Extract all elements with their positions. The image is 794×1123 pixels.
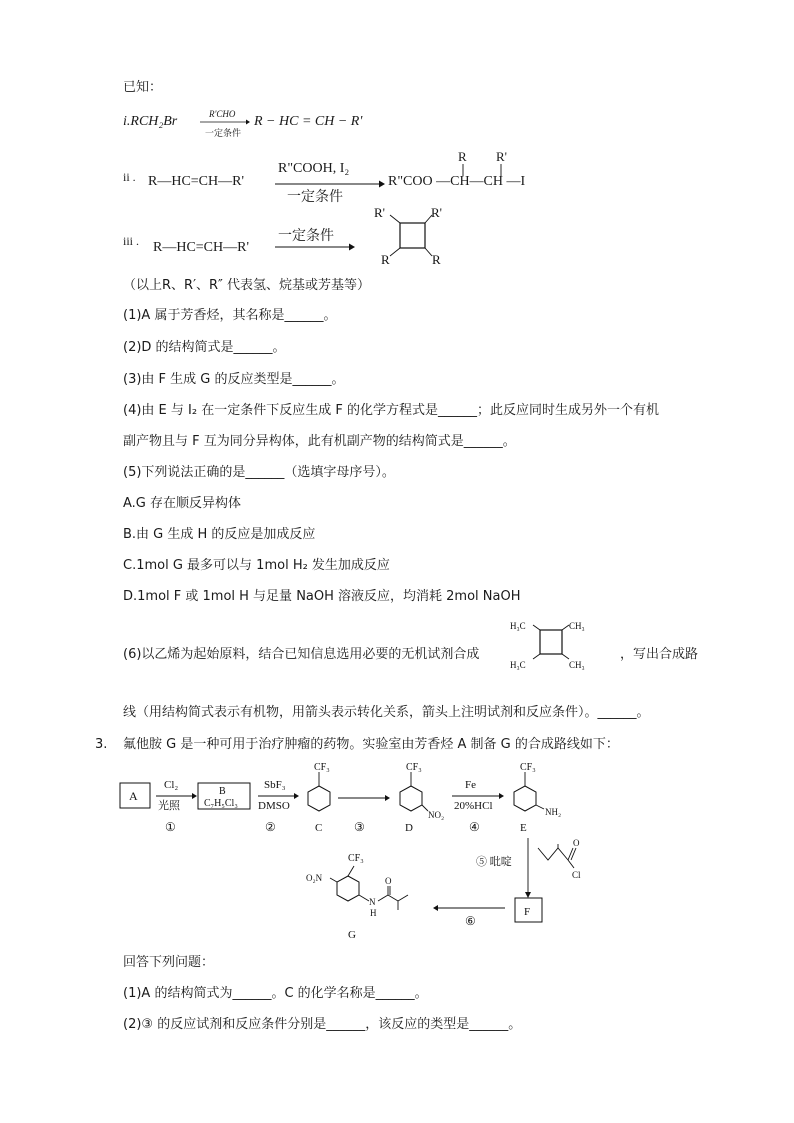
- q1: (1)A 属于芳香烃，其名称是______。: [123, 308, 337, 323]
- compound-a: A: [129, 789, 138, 803]
- svg-text:③: ③: [354, 820, 365, 834]
- sub-tl: R': [374, 205, 386, 220]
- q6a: (6)以乙烯为起始原料，结合已知信息选用必要的无机试剂合成: [123, 647, 480, 662]
- q2: (2)D 的结构简式是______。: [123, 340, 286, 355]
- rx-ii-reagent: R"COOH, I₂: [278, 161, 350, 176]
- svg-text:H: H: [370, 908, 377, 918]
- compound-g: G: [348, 929, 356, 941]
- tetramethylcyclobutane: [507, 615, 597, 675]
- rx-ii-index: ii .: [123, 170, 136, 184]
- sub-br: R: [432, 252, 441, 267]
- svg-text:O₂N: O₂N: [306, 873, 323, 883]
- svg-text:O: O: [385, 876, 392, 886]
- svg-text:20%HCl: 20%HCl: [454, 800, 493, 812]
- svg-text:光照: 光照: [158, 800, 180, 812]
- svg-text:①: ①: [165, 820, 176, 834]
- compound-f: F: [524, 906, 531, 918]
- svg-text:N: N: [369, 897, 376, 907]
- p3-q2: (2)③ 的反应试剂和反应条件分别是______，该反应的类型是______。: [123, 1017, 522, 1032]
- svg-text:②: ②: [265, 820, 276, 834]
- option-b: B.由 G 生成 H 的反应是加成反应: [123, 527, 316, 542]
- rx-iii-condition: 一定条件: [278, 228, 334, 244]
- q6a-tail: ，写出合成路: [620, 647, 699, 662]
- rx-i-reactant: i.RCH₂Br: [123, 114, 178, 129]
- synthesis-scheme: [118, 760, 598, 940]
- svg-text:CF₃: CF₃: [314, 762, 330, 773]
- compound-c: C: [315, 822, 323, 834]
- rx-iii-reactant: R—HC=CH—R': [153, 240, 249, 255]
- svg-text:CF₃: CF₃: [406, 762, 422, 773]
- rx-i-arrow: [200, 118, 250, 126]
- sub-bl: R: [381, 252, 390, 267]
- option-d: D.1mol F 或 1mol H 与足量 NaOH 溶液反应，均消耗 2mol NaOH: [123, 589, 521, 604]
- svg-text:CH₃: CH₃: [569, 621, 585, 631]
- svg-text:Fe: Fe: [465, 779, 476, 791]
- rx-ii-product: R"COO —CH—CH —I: [388, 174, 526, 189]
- rx-i-reagent: R'CHO: [209, 109, 236, 119]
- q6b: 线（用结构简式表示有机物，用箭头表示转化关系，箭头上注明试剂和反应条件）。______。: [123, 705, 650, 720]
- compound-e: E: [520, 822, 527, 834]
- svg-text:⑥: ⑥: [465, 914, 476, 928]
- option-c: C.1mol G 最多可以与 1mol H₂ 发生加成反应: [123, 558, 390, 573]
- svg-text:Cl₂: Cl₂: [164, 779, 179, 791]
- sub-tr: R': [431, 205, 443, 220]
- note: （以上R、R′、R″ 代表氢、烷基或芳基等）: [123, 278, 371, 293]
- rx-iii-index: iii .: [123, 234, 140, 248]
- svg-text:CH₃: CH₃: [569, 660, 585, 670]
- rx-ii-sub2: R': [496, 149, 508, 164]
- svg-text:H₃C: H₃C: [510, 660, 526, 670]
- svg-text:CF₃: CF₃: [520, 762, 536, 773]
- q5: (5)下列说法正确的是______（选填字母序号）。: [123, 465, 395, 480]
- option-a: A.G 存在顺反异构体: [123, 496, 242, 511]
- q4a: (4)由 E 与 I₂ 在一定条件下反应生成 F 的化学方程式是______；此反应同时生成另外一个有机: [123, 403, 659, 418]
- rx-ii-reactant: R—HC=CH—R': [148, 174, 244, 189]
- svg-text:O: O: [573, 838, 580, 848]
- compound-b: B: [219, 786, 226, 797]
- svg-text:NH₂: NH₂: [545, 807, 562, 817]
- known-label: 已知：: [123, 80, 163, 95]
- problem-3-intro: 氟他胺 G 是一种可用于治疗肿瘤的药物。实验室由芳香烃 A 制备 G 的合成路线如下：: [123, 737, 619, 752]
- svg-text:NO₂: NO₂: [428, 810, 445, 820]
- svg-text:DMSO: DMSO: [258, 800, 290, 812]
- svg-text:CF₃: CF₃: [348, 853, 364, 864]
- rx-iii-arrow: [275, 243, 355, 251]
- answer-label: 回答下列问题：: [123, 955, 215, 970]
- problem-3-number: 3.: [95, 737, 108, 752]
- rx-ii-sub1: R: [458, 149, 467, 164]
- cyclobutane-product: [370, 205, 460, 265]
- svg-text:Cl: Cl: [572, 870, 581, 880]
- q3: (3)由 F 生成 G 的反应类型是______。: [123, 372, 345, 387]
- rx-ii-condition: 一定条件: [287, 189, 343, 205]
- svg-text:⑤ 吡啶: ⑤ 吡啶: [476, 856, 512, 868]
- q4b: 副产物且与 F 互为同分异构体，此有机副产物的结构简式是______。: [123, 434, 516, 449]
- compound-d: D: [405, 822, 413, 834]
- p3-q1: (1)A 的结构简式为______。C 的化学名称是______。: [123, 986, 428, 1001]
- rx-i-condition: 一定条件: [205, 129, 242, 139]
- compound-b-formula: C₇H₅Cl₃: [204, 798, 238, 809]
- svg-text:SbF₃: SbF₃: [264, 779, 286, 791]
- svg-text:④: ④: [469, 820, 480, 834]
- svg-text:H₃C: H₃C: [510, 621, 526, 631]
- rx-i-product: R − HC = CH − R': [254, 114, 363, 129]
